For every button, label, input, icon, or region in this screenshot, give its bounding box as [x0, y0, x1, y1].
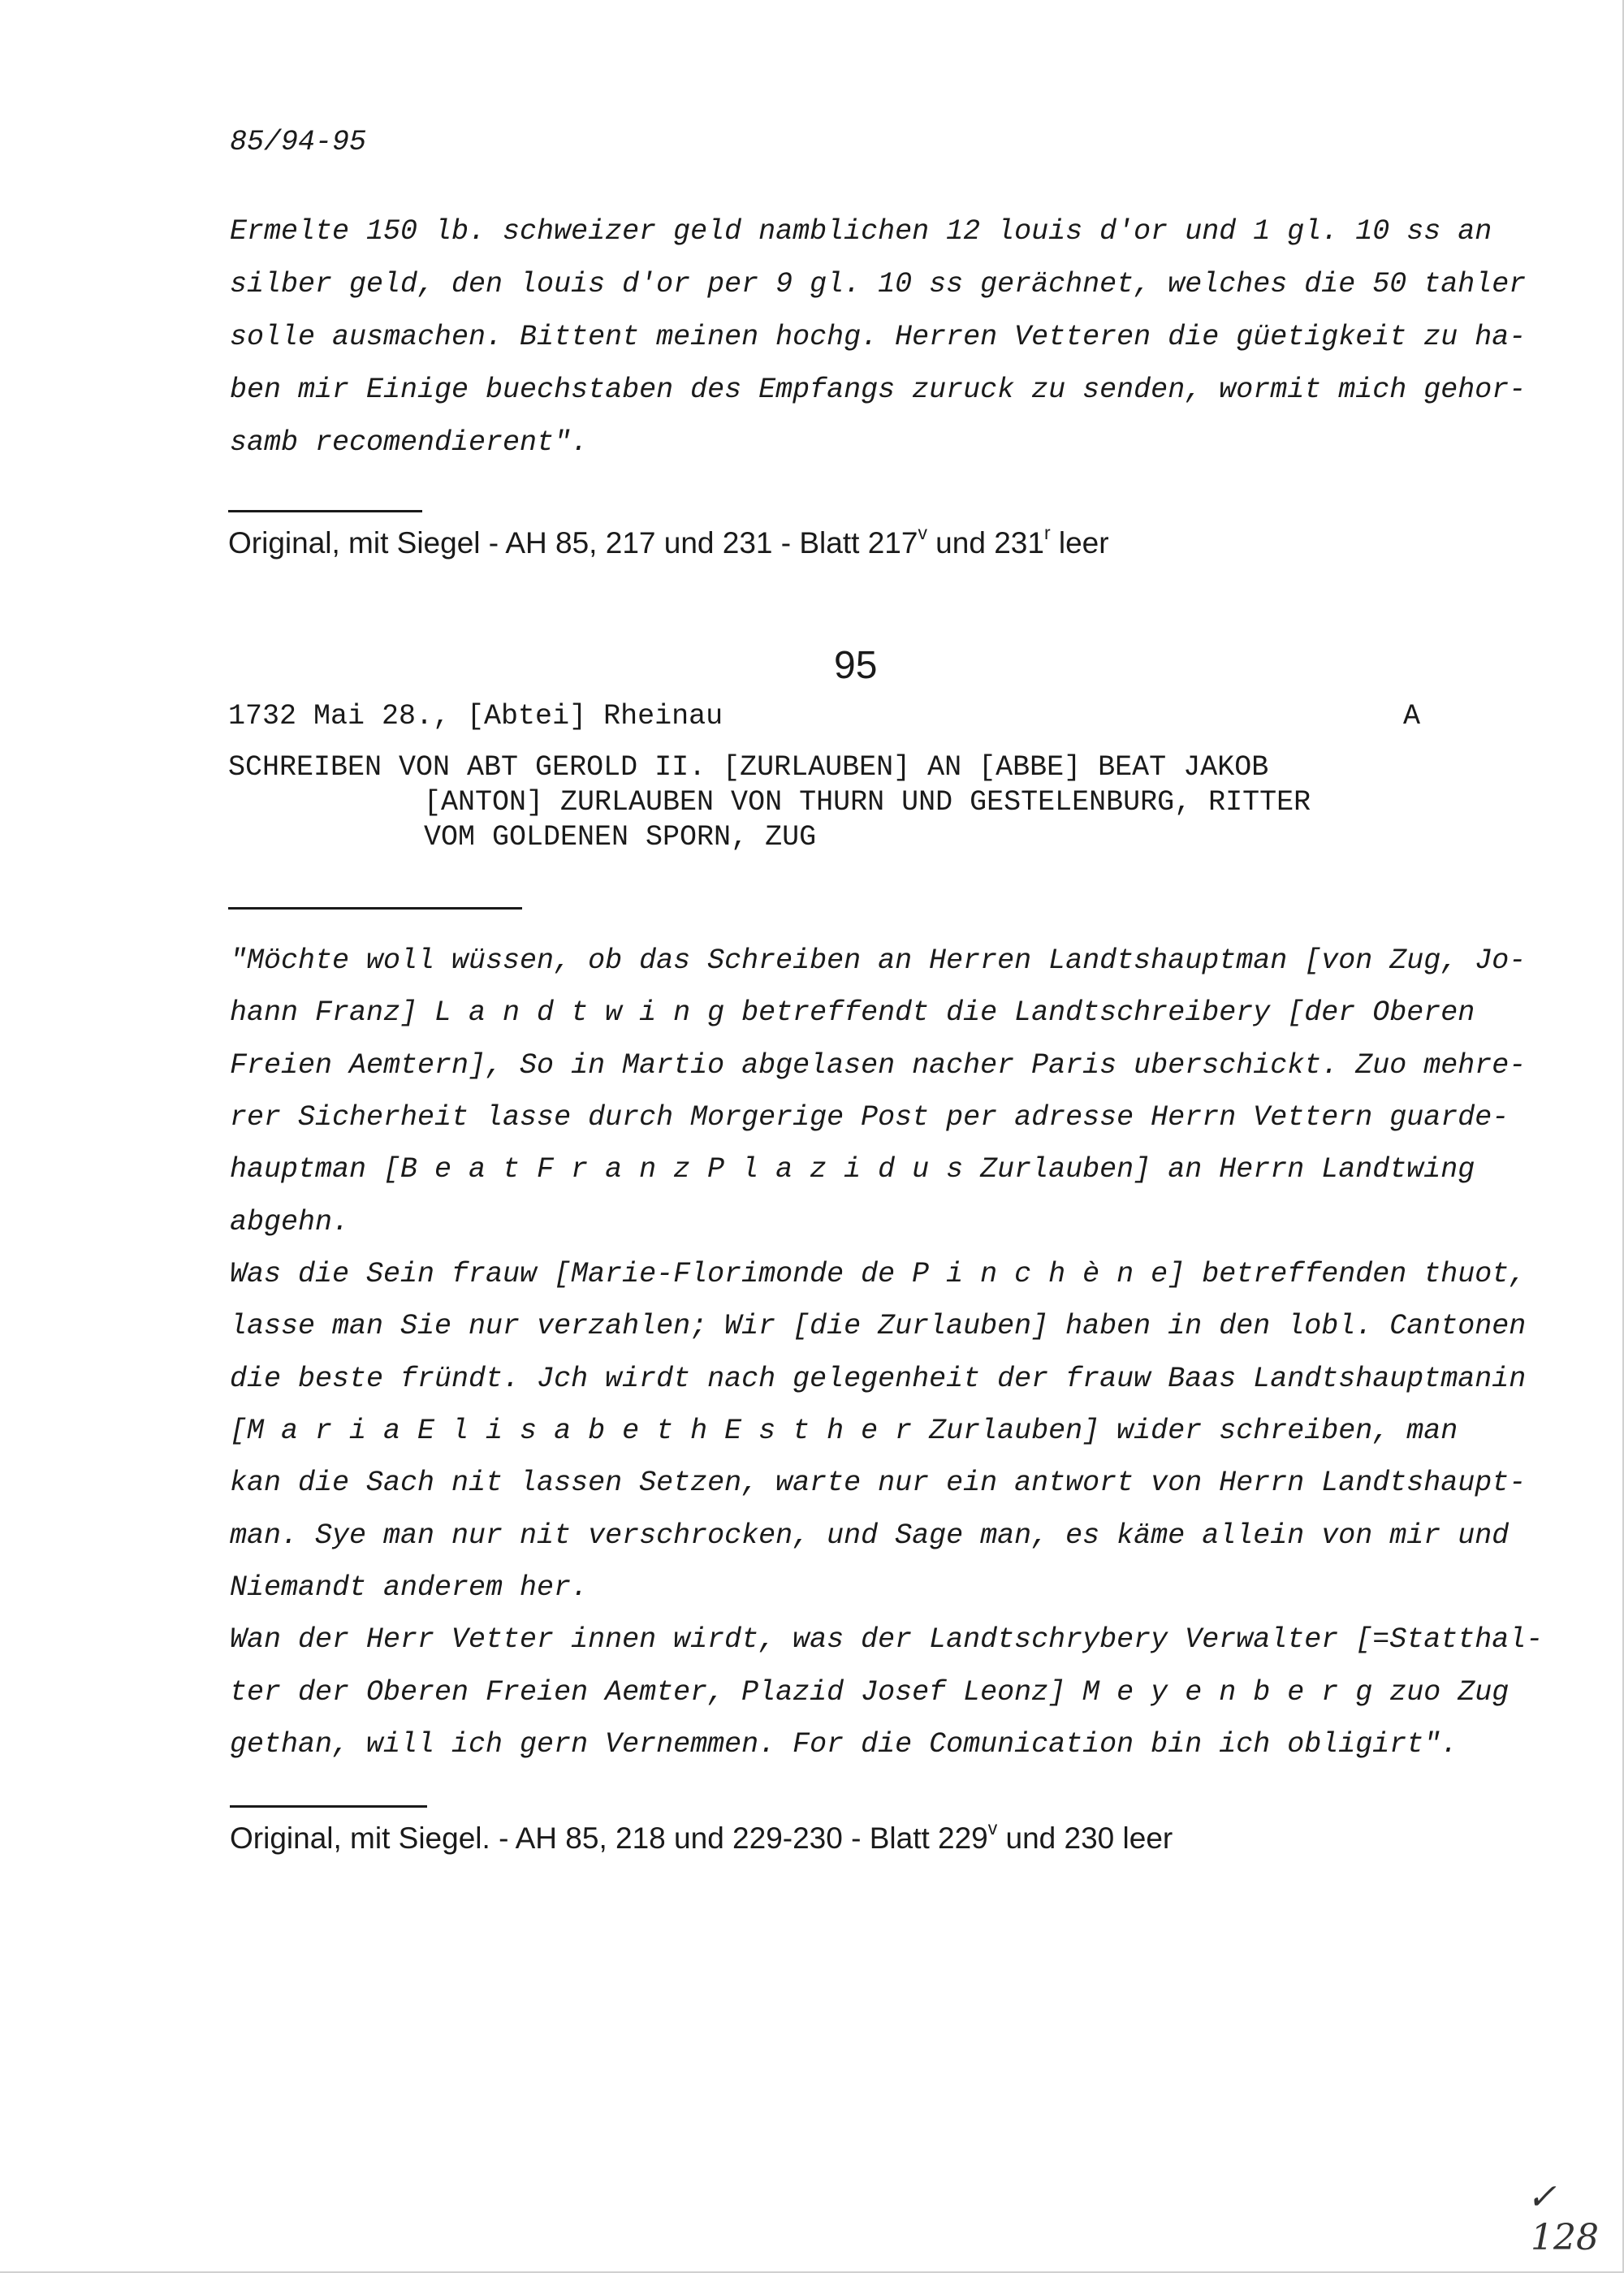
text-line: man. Sye man nur nit verschrocken, und Sage man, es käme allein von mir und	[230, 1519, 1510, 1552]
title-line: VOM GOLDENEN SPORN, ZUG	[424, 821, 817, 853]
text-line: lasse man Sie nur verzahlen; Wir [die Zurlauben] haben in den lobl. Cantonen	[230, 1310, 1527, 1342]
text-line: [M a r i a E l i s a b e t h E s t h e r Zurlauben] wider schreiben, man	[230, 1415, 1458, 1447]
title-line: [ANTON] ZURLAUBEN VON THURN UND GESTELENBURG, RITTER	[424, 786, 1311, 819]
text-line: solle ausmachen. Bittent meinen hochg. Herren Vetteren die güetigkeit zu ha-	[230, 321, 1527, 353]
divider-rule	[230, 1805, 427, 1808]
title-line: SCHREIBEN VON ABT GEROLD II. [ZURLAUBEN] AN [ABBE] BEAT JAKOB	[228, 751, 1269, 784]
text-line: silber geld, den louis d'or per 9 gl. 10 ss gerächnet, welches die 50 tahler	[230, 268, 1527, 300]
folio-number: 128	[1531, 2217, 1599, 2258]
text-line: ter der Oberen Freien Aemter, Plazid Josef Leonz] M e y e n b e r g zuo Zug	[230, 1676, 1510, 1709]
text-line: kan die Sach nit lassen Setzen, warte nur ein antwort von Herrn Landtshaupt-	[230, 1467, 1527, 1499]
text-line: hann Franz] L a n d t w i n g betreffendt die Landtschreibery [der Oberen	[230, 996, 1475, 1029]
source-note: Original, mit Siegel - AH 85, 217 und 231 - Blatt 217$^v$ und 231$^r$ leer	[228, 521, 1109, 560]
entry-type-code: A	[1403, 700, 1421, 732]
text-line: samb recomendierent".	[230, 426, 589, 459]
source-note: Original, mit Siegel. - AH 85, 218 und 229-230 - Blatt 229$^v$ und 230 leer	[230, 1817, 1173, 1855]
text-line: gethan, will ich gern Vernemmen. For die Comunication bin ich obligirt".	[230, 1728, 1458, 1761]
text-line: Niemandt anderem her.	[230, 1571, 589, 1604]
text-line: "Möchte woll wüssen, ob das Schreiben an Herren Landtshauptman [von Zug, Jo-	[230, 944, 1527, 977]
text-line: hauptman [B e a t F r a n z P l a z i d u s Zurlauben] an Herrn Landtwing	[230, 1153, 1475, 1186]
text-line: Wan der Herr Vetter innen wirdt, was der Landtschrybery Verwalter [=Statthal-	[230, 1623, 1544, 1656]
text-line: die beste fründt. Jch wirdt nach gelegenheit der frauw Baas Landtshauptmanin	[230, 1363, 1527, 1395]
text-line: Was die Sein frauw [Marie-Florimonde de P i n c h è n e] betreffenden thuot,	[230, 1258, 1527, 1290]
divider-rule	[228, 510, 422, 512]
entry-number: 95	[834, 644, 878, 687]
check-mark: ✓	[1527, 2176, 1557, 2218]
text-line: rer Sicherheit lasse durch Morgerige Post per adresse Herrn Vettern guarde-	[230, 1101, 1510, 1134]
text-line: Freien Aemtern], So in Martio abgelasen nacher Paris uberschickt. Zuo mehre-	[230, 1049, 1527, 1082]
page-reference: 85/94-95	[230, 126, 367, 158]
text-line: abgehn.	[230, 1206, 350, 1238]
text-line: Ermelte 150 lb. schweizer geld namblichen 12 louis d'or und 1 gl. 10 ss an	[230, 215, 1492, 248]
divider-rule	[228, 907, 522, 910]
entry-date-place: 1732 Mai 28., [Abtei] Rheinau	[228, 700, 723, 732]
text-line: ben mir Einige buechstaben des Empfangs zuruck zu senden, wormit mich gehor-	[230, 374, 1527, 406]
